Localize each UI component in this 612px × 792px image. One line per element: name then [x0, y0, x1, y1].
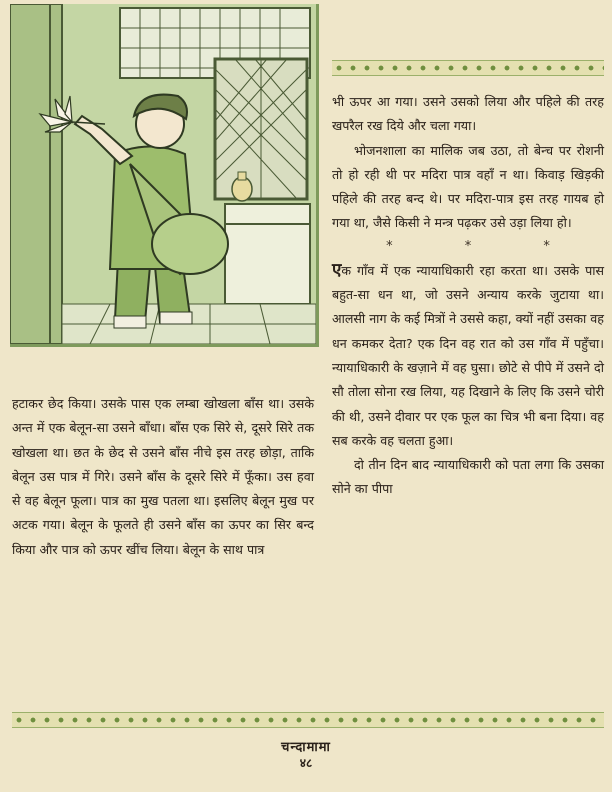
section-separator [332, 236, 604, 258]
story-illustration [10, 4, 319, 347]
left-column [12, 392, 314, 562]
separator-star-1: * [386, 238, 393, 254]
page-number: ४८ [299, 756, 313, 770]
right-paragraph-2: भोजनशाला का मालिक जब उठा, तो बेन्च पर रोशनी तो हो रही थी पर मदिरा पात्र वहाँ न था। किवाड़ खिड़की पहिले की तरह बन्द थे। पर मदिरा-पात्र इस तरह गायब हो गया था, जैसे किसी ने मन्त्र पढ़कर उसे उड़ा लिया हो। [332, 142, 604, 231]
right-column-top [332, 90, 604, 502]
right-paragraph-1: भी ऊपर आ गया। उसने उसको लिया और पहिले की तरह खपरैल रख दिये और चला गया। [332, 94, 604, 134]
illustration-drawing [10, 4, 316, 344]
right-paragraph-3-text: क गाँव में एक न्यायाधिकारी रहा करता था। उसके पास बहुत-सा धन था, जो उसने अन्याय करके जुटाया था। आलसी नाग के कई मित्रों ने उससे कहा, क्यों नहीं उसका वह धन कमकर देता? एक दिन वह रात को उस गाँव में पहुँचा। न्यायाधिकारी के खज़ाने में वह घुसा। छोटे से पीपे में उसने दो सौ तोला सोना रख लिया, यह दिखाने के लिए कि उसने चोरी की थी, उसने दीवार पर एक फूल का चित्र भी बना दिया। वह सब करके वह चलता हुआ। [332, 262, 604, 448]
magazine-title: चन्दामामा [281, 740, 331, 755]
separator-star-3: * [543, 238, 550, 254]
separator-star-2: * [464, 238, 472, 254]
dropcap: ए [332, 259, 342, 280]
right-paragraph-4: दो तीन दिन बाद न्यायाधिकारी को पता लगा कि उसका सोने का पीपा [332, 457, 604, 497]
left-paragraph: हटाकर छेद किया। उसके पास एक लम्बा खोखला बाँस था। उसके अन्त में एक बेलून-सा उसने बाँधा। बाँस एक सिरे से, दूसरे सिरे तक खोखला था। छत के छेद से उसने बाँस नीचे इस तरह छोड़ा, ताकि बेलून उस पात्र में गिरे। उसने बाँस के दूसरे सिरे में फूँका। उस हवा से वह बेलून फूला। पात्र का मुख पतला था। इसलिए बेलून मुख पर अटक गया। बेलून के फूलते ही उसने बाँस का ऊपर का सिर बन्द किया और पात्र को ऊपर खींच लिया। बेलून के साथ पात्र [12, 396, 314, 557]
right-paragraph-3 [332, 258, 604, 453]
decorative-border-bottom [12, 712, 604, 728]
decorative-border-top [332, 60, 604, 76]
